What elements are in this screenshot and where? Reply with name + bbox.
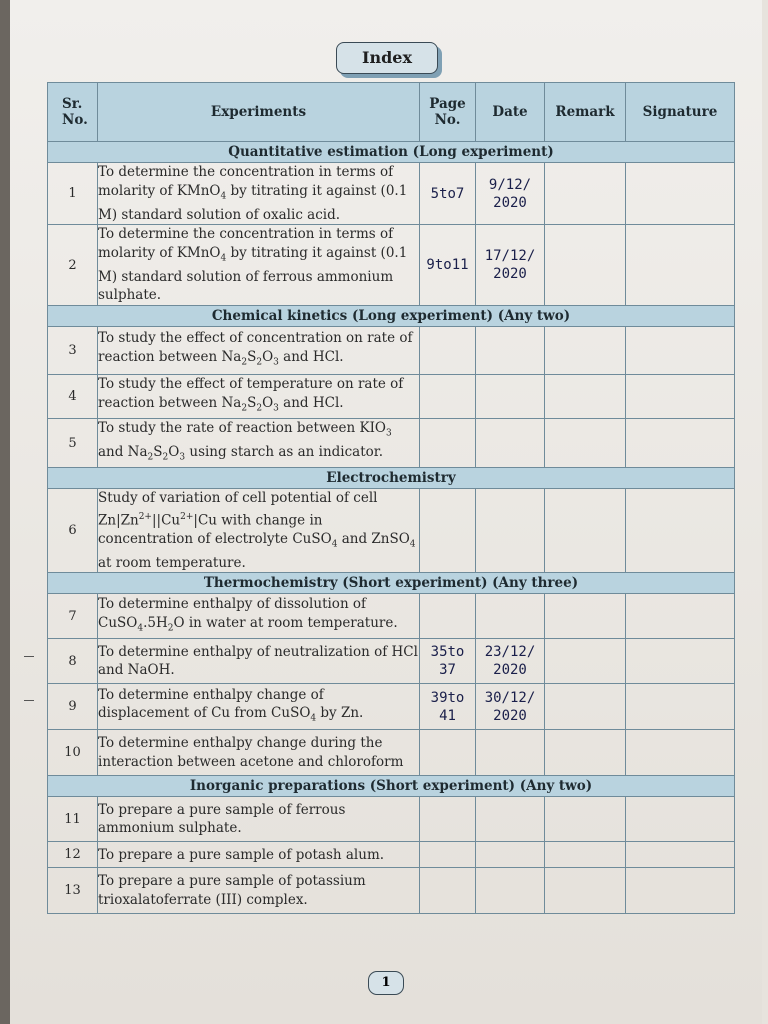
row-number: 3 — [48, 326, 98, 374]
page-no-entry — [420, 730, 476, 776]
remark-cell — [545, 639, 626, 684]
experiment-title: To prepare a pure sample of potassium trioxalatoferrate (III) complex. — [98, 868, 420, 914]
page-no-entry — [420, 374, 476, 418]
page-no-entry: 5to7 — [420, 163, 476, 225]
date-entry: 30/12/ 2020 — [476, 684, 545, 730]
index-title: Index — [336, 42, 438, 74]
table-row — [48, 868, 735, 914]
table-row — [48, 797, 735, 842]
date-entry — [476, 594, 545, 639]
date-entry — [476, 489, 545, 573]
experiment-title: To study the effect of concentration on rate of reaction between $Na_2S_2O_3$ and HCl. — [98, 326, 420, 374]
signature-cell — [626, 797, 735, 842]
header-sr-no: Sr. No. — [48, 83, 98, 142]
experiment-title: To prepare a pure sample of potash alum. — [98, 842, 420, 868]
table-row — [48, 730, 735, 776]
section-header: Chemical kinetics (Long experiment) (Any two) — [48, 305, 735, 326]
experiment-title: To determine enthalpy change during the interaction between acetone and chloroform — [98, 730, 420, 776]
remark-cell — [545, 684, 626, 730]
date-entry — [476, 842, 545, 868]
notebook-page — [10, 0, 762, 1024]
page-no-entry — [420, 842, 476, 868]
experiment-title: To determine enthalpy of neutralization of HCl and NaOH. — [98, 639, 420, 684]
experiment-title: To determine enthalpy change of displacement of Cu from CuSO$_4$ by Zn. — [98, 684, 420, 730]
header-experiments: Experiments — [98, 83, 420, 142]
page-no-entry — [420, 326, 476, 374]
header-date: Date — [476, 83, 545, 142]
signature-cell — [626, 639, 735, 684]
signature-cell — [626, 374, 735, 418]
experiment-title: To study the effect of temperature on rate of reaction between $Na_2S_2O_3$ and HCl. — [98, 374, 420, 418]
book-spine — [0, 0, 10, 1024]
experiment-title: To determine enthalpy of dissolution of $CuSO_4.5H_2O$ in water at room temperature. — [98, 594, 420, 639]
page-no-entry — [420, 489, 476, 573]
experiment-title: To determine the concentration in terms of molarity of KMnO$_4$ by titrating it against (0.1 M) standard solution of ferrous ammonium sulphate. — [98, 225, 420, 306]
margin-tick-mark — [24, 656, 34, 657]
date-entry: 9/12/ 2020 — [476, 163, 545, 225]
table-row — [48, 594, 735, 639]
row-number: 1 — [48, 163, 98, 225]
remark-cell — [545, 842, 626, 868]
signature-cell — [626, 326, 735, 374]
row-number: 6 — [48, 489, 98, 573]
row-number: 7 — [48, 594, 98, 639]
page-no-entry — [420, 868, 476, 914]
signature-cell — [626, 684, 735, 730]
page-no-entry: 39to 41 — [420, 684, 476, 730]
row-number: 13 — [48, 868, 98, 914]
remark-cell — [545, 868, 626, 914]
row-number: 2 — [48, 225, 98, 306]
signature-cell — [626, 225, 735, 306]
page-no-entry — [420, 797, 476, 842]
row-number: 8 — [48, 639, 98, 684]
date-entry — [476, 868, 545, 914]
date-entry — [476, 326, 545, 374]
table-row — [48, 225, 735, 306]
date-entry: 17/12/ 2020 — [476, 225, 545, 306]
remark-cell — [545, 163, 626, 225]
remark-cell — [545, 326, 626, 374]
remark-cell — [545, 225, 626, 306]
table-row — [48, 374, 735, 418]
signature-cell — [626, 489, 735, 573]
page-number: 1 — [368, 971, 404, 995]
header-remark: Remark — [545, 83, 626, 142]
table-row — [48, 639, 735, 684]
signature-cell — [626, 163, 735, 225]
row-number: 11 — [48, 797, 98, 842]
page-no-entry: 9to11 — [420, 225, 476, 306]
table-row — [48, 684, 735, 730]
date-entry: 23/12/ 2020 — [476, 639, 545, 684]
experiment-title: To study the rate of reaction between $KIO_3$ and $Na_2S_2O_3$ using starch as an indicator. — [98, 418, 420, 467]
section-header: Quantitative estimation (Long experiment) — [48, 142, 735, 163]
remark-cell — [545, 594, 626, 639]
header-page-no: Page No. — [420, 83, 476, 142]
row-number: 5 — [48, 418, 98, 467]
date-entry — [476, 374, 545, 418]
remark-cell — [545, 730, 626, 776]
signature-cell — [626, 594, 735, 639]
signature-cell — [626, 868, 735, 914]
page-no-entry — [420, 594, 476, 639]
section-header: Electrochemistry — [48, 468, 735, 489]
index-table — [47, 82, 735, 914]
date-entry — [476, 418, 545, 467]
experiment-title: To determine the concentration in terms of molarity of KMnO$_4$ by titrating it against (0.1 M) standard solution of oxalic acid. — [98, 163, 420, 225]
signature-cell — [626, 418, 735, 467]
table-row — [48, 326, 735, 374]
margin-tick-mark — [24, 700, 34, 701]
header-row — [48, 83, 735, 142]
page-no-entry — [420, 418, 476, 467]
table-row — [48, 418, 735, 467]
section-header: Inorganic preparations (Short experiment) (Any two) — [48, 776, 735, 797]
page-no-entry: 35to 37 — [420, 639, 476, 684]
experiment-title: To prepare a pure sample of ferrous ammonium sulphate. — [98, 797, 420, 842]
signature-cell — [626, 730, 735, 776]
header-signature: Signature — [626, 83, 735, 142]
remark-cell — [545, 418, 626, 467]
date-entry — [476, 797, 545, 842]
row-number: 10 — [48, 730, 98, 776]
table-row — [48, 489, 735, 573]
section-header: Thermochemistry (Short experiment) (Any three) — [48, 573, 735, 594]
row-number: 9 — [48, 684, 98, 730]
signature-cell — [626, 842, 735, 868]
table-row — [48, 842, 735, 868]
row-number: 12 — [48, 842, 98, 868]
date-entry — [476, 730, 545, 776]
remark-cell — [545, 374, 626, 418]
row-number: 4 — [48, 374, 98, 418]
remark-cell — [545, 797, 626, 842]
experiment-title: Study of variation of cell potential of cell $Zn|Zn^{2+}||Cu^{2+}|Cu$ with change in concentration of electrolyte CuSO$_4$ and ZnSO$_4$ at room temperature. — [98, 489, 420, 573]
table-row — [48, 163, 735, 225]
remark-cell — [545, 489, 626, 573]
